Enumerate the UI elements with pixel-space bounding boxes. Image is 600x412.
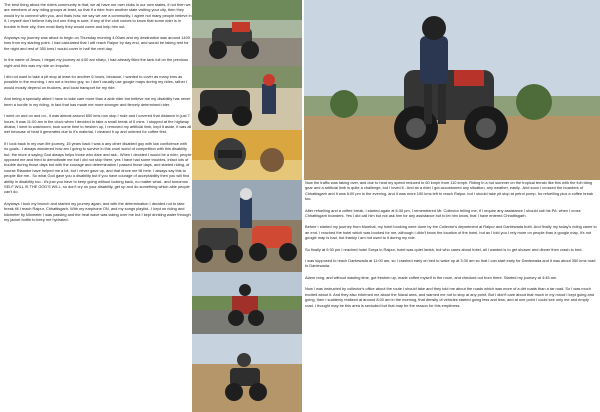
photo-rider-on-highway xyxy=(192,272,302,334)
paragraph: The best thing about the riders community is that, we all have our own clubs in our own states, if not then we are members of any riding groups at least, so that if a rider from another state visiting your city, then they would try to connect with you, and thats how, we say we are a community. I agree not many people believe in it, I myself don't believe fully but one thing is sure, if any of the club comes to know that some rider is in trouble in their city, then most likely they would come and help him out. xyxy=(4,2,192,29)
photo-bikes-at-fuel-stop xyxy=(192,180,302,272)
photo-rider-on-dirt-road xyxy=(192,334,302,412)
paragraph: Anyways I took my brunch and started my journey again, and with the determination I decided not to take break till I reach Raipur, Chhattisgarh. With my earphone ON, and my songs playlist.. I kept on riding and kilometer by kilometer I was passing and the heat wave was taking over me but I kept drinking water through my jacket bottle to keep me hydrated. xyxy=(4,200,191,222)
photo-rider-with-bike xyxy=(192,66,302,130)
paragraph: Before I started my journey from Mumbai, my hotel booking were done by the Collector's department at Raipur and Dantewada both. And finally my today's riding came to an end. I reached the hotel which was booked for me, although I didn't know the location of the hotel, but as I told you I rely more on people than a google map, it's not google map is bad, but frankly I am not used to it during my ride. xyxy=(305,224,597,241)
paragraph: So finally at 9:30 pm I reached hotel Surya in Raipur, hotel was quiet lavish, but who cares about hotel, all I wanted is to get shower and dinner then crash to bed. xyxy=(305,246,583,252)
photo-rider-selfie xyxy=(192,130,302,180)
paragraph: I did not want to take a pit stop at least for another 6 hours, because, I wanted to cover as many kms as possible in the morning. I am not a techno guy, so I don't usually use google maps during my rides, rather I would mostly depend on truckers, and local transport for my ride. xyxy=(4,74,188,90)
paragraph: Now I was instructed by collector's office about the route I should take and they told me about the roads which was more of a dirt roads than a tar road. So I was much excited about it. And they also informed me about the Naxal area, and warned me not to stop at any point. But I didn't care about that much in my mood I kept going and going, then I suddenly realized at around 8:00 am in the morning, that density of vehicles started going less and less, and at one point I could see only me and empty road. I thought may be this area is secluded but that may be the reason for this emptiness. xyxy=(305,286,595,308)
paragraph: If I look back in my own life journey, 15 years back I was a any other disabled guy with low confidence with no goals.. I always wondered how am I going to survive in this cruel world of competition with this disability but, the more a saying God always helps those who dare and ask.. When I decided I would be a rider, people opposed me and tried to demotivate me but I did not stop there, yes I have had some troubles, infact lots of trouble during those days but with the courage and determination I passed those days, and started riding, of course Riaanbe have helped me a lot, but I never gave up, and that drove me till here. I always say this to people like me.. So what God gave you a disability but if you have courage of acceptability then you will find ability in disability too.. it's just you have to keep going without looking back, no matter what.. and tomorrow SELF WILL IS THE GOD'S WILL, so don't cry on your disability, get up and do something which able people can't do. xyxy=(4,140,192,195)
paragraph: I was supposed to reach Dantewada at 11:00 am, so I crashed early on bed to wake up at 3:30 am so that I can start early for Dantewada and it was about 350 kms road to Dantewada. xyxy=(305,258,596,269)
paragraph: And being a specially abled I have to take care more than a able rider but believe me my disability has never been a hurdle in my riding, in fact that has made me more stronger and fiercely determined rider. xyxy=(4,96,191,107)
paragraph: After refuelling and a coffee break, I started again at 6:30 pm, I remembered Mr. Collector telling me, if I require any assistance I should call his PA. when I cross Chhattisgarh boarders. Yes I did call him but not ask him for any assistance but to let him know, that I have entered Chhattisgarh. xyxy=(305,207,581,219)
left-article-column xyxy=(4,2,192,228)
photo-bike-on-road xyxy=(192,0,302,66)
photo-rider-standing-by-bike xyxy=(304,0,600,180)
right-article-column xyxy=(305,180,597,314)
paragraph: Alarm rang, and without wasting time, got freshen up, made coffee myself in the room, and checked out from there. Started my journey at 4:45 am. xyxy=(305,274,558,280)
paragraph: In the name of Jesus, I began my journey at 4:00 am sharp, I had already filled the tank full on the previous night and this was my ride on Impulse.. xyxy=(4,57,189,68)
paragraph: Anyways my journey was about to begin on Thursday morning 4:00am and my destination was around 1400 kms from my starting point. I had calculated that I will reach Raipur by day end, and would be taking rest for the night and rest of 350 kms I would cover in half the next day. xyxy=(4,35,190,51)
paragraph: Now the traffic was taking over, and due to heat my speed reduced to 60 kmph from 110 kmph. Riding in a hot summer on the tropical terrain like this with the full riding gear and a artificial limb is quite a challenge, but I loved it.. And as a rider I got accustomed any situation, any weather, easily.. And soon I crossed the boarders of Chhattisgarh and it was 6:00 pm in the evening, and it was more 150 kms left to reach Raipur, but I should take pit stop at petrol pump, for refuelling plus a coffee break too. xyxy=(305,180,593,202)
paragraph: I went on and on and on.. it was almost around 650 kms non stop I rode and I covered that distance in just 7 hours, it was 11:00 am in the clock when I decided to take a small break of 5 mins. I stopped at the highway dhaba, I went to washroom, took some time to freshen up, I removed my artificial limb, kept it aside, it was all wet because of heat it generates due to it's material, I cleaned it up and ordered for coffee first. xyxy=(4,113,192,135)
